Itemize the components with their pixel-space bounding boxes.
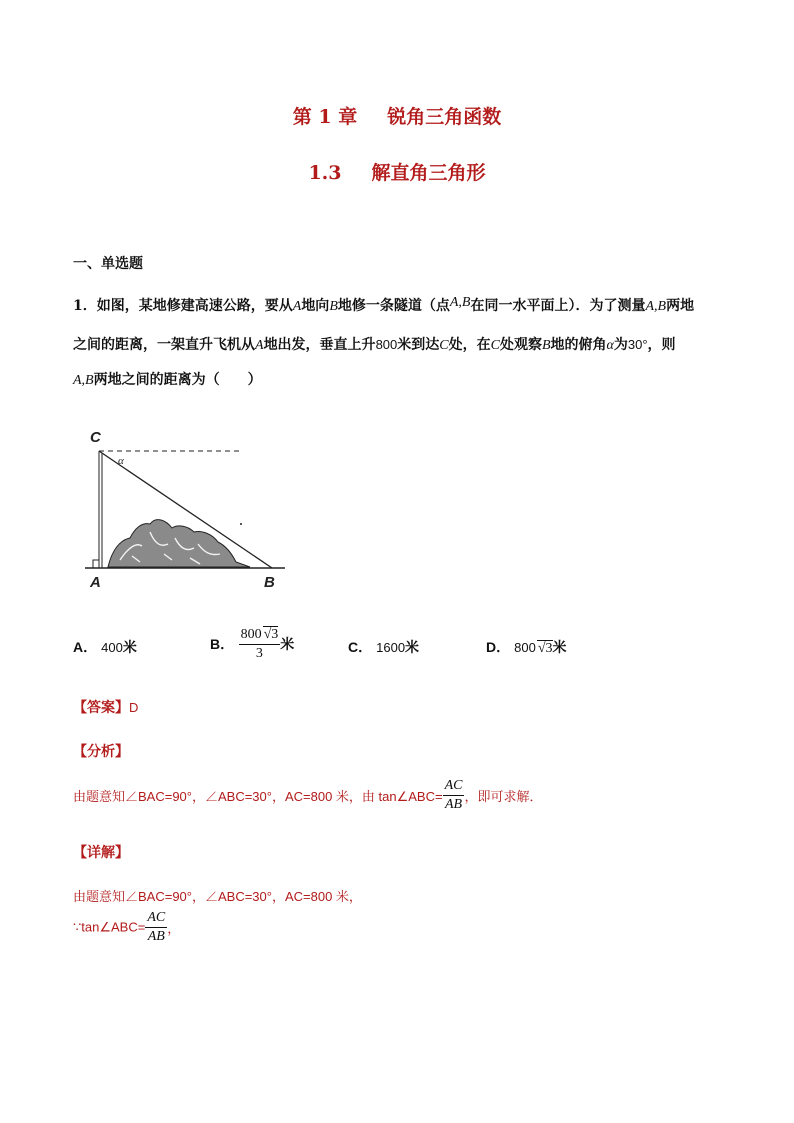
option-d-sqrt-value: 3: [545, 641, 553, 656]
q-text: 两地: [666, 298, 695, 314]
detail-line-2: [73, 910, 180, 945]
point-c: C: [439, 338, 449, 353]
q-text: 地向: [301, 298, 330, 314]
alpha-symbol: α: [606, 338, 614, 353]
detail-denominator: AB: [147, 929, 165, 944]
chapter-title: 锐角三角函数: [387, 106, 502, 128]
question-line-3: [73, 370, 262, 391]
label-a: A: [90, 574, 101, 591]
option-c-unit: 米: [405, 639, 420, 655]
q-text: 米到达: [397, 337, 440, 353]
answer-line: [73, 697, 138, 717]
answer-value: D: [129, 700, 139, 715]
analysis-denominator: AB: [444, 797, 463, 812]
point-a: A: [292, 299, 302, 314]
label-b: B: [264, 574, 275, 591]
option-c: [348, 637, 419, 657]
option-d-value: 800: [514, 640, 536, 655]
points-ab: A,B: [645, 299, 667, 314]
points-ab: A,B: [73, 373, 94, 388]
q-text: 两地之间的距离为（ ）: [93, 372, 262, 388]
section-title: 解直角三角形: [371, 162, 486, 184]
points-ab: A,B: [449, 295, 471, 310]
chapter-heading: [0, 102, 794, 129]
detail-fraction: [145, 910, 167, 945]
option-d: D． 800 √3米: [486, 639, 567, 656]
option-d-label: D．: [486, 639, 511, 655]
q-text: 如图，某地修建高速公路，要从: [96, 298, 293, 314]
detail-line-1: 由题意知∠BAC=90°，∠ABC=30°，AC=800 米，: [73, 889, 362, 904]
option-b-label: B．: [210, 636, 235, 652]
q-text: 地的俯角: [550, 337, 607, 353]
question-number: 1．: [73, 298, 97, 314]
label-c: C: [90, 429, 101, 446]
option-b-sqrt-value: 3: [271, 627, 279, 642]
section-number: 1.3: [308, 162, 342, 184]
analysis-text-a: 由题意知∠BAC=90°，∠ABC=30°，AC=800 米，由 tan∠ABC=: [73, 789, 443, 804]
analysis-numerator: AC: [444, 778, 463, 793]
option-a-unit: 米: [122, 639, 137, 655]
detail-numerator: AC: [147, 910, 166, 925]
option-d-unit: 米: [552, 639, 567, 655]
q-text: 之间的距离，一架直升飞机从: [73, 337, 255, 353]
option-b-denominator: 3: [255, 646, 263, 661]
dot-mark: [240, 523, 242, 525]
question-line-2: [73, 335, 676, 356]
option-b-fraction: $\frac{800 √3}{3}$: [240, 627, 279, 661]
analysis-label: 【分析】: [73, 744, 129, 760]
question-line-1: [73, 296, 694, 317]
q-text: 地修一条隧道（点: [337, 298, 450, 314]
q-text: 处，在: [448, 337, 491, 353]
option-a-label: A．: [73, 639, 98, 655]
chapter-number: 第 1 章: [292, 106, 358, 128]
analysis-fraction: [443, 778, 465, 813]
point-c: C: [490, 338, 500, 353]
option-c-value: 1600: [376, 640, 406, 655]
option-b-numerator: 800: [240, 627, 262, 642]
detail-text-b: ，: [167, 921, 181, 936]
option-b: [210, 626, 294, 662]
q-text: 处观察: [499, 337, 542, 353]
question-type-heading: 一、单选题: [73, 256, 143, 272]
detail-text-a: ∵tan∠ABC=: [73, 919, 146, 935]
option-b-unit: 米: [280, 637, 295, 653]
q-text: ，则: [647, 337, 676, 353]
label-alpha: α: [118, 455, 124, 467]
angle-value: 30°: [627, 337, 648, 352]
option-a: [73, 637, 137, 657]
q-text: 在同一水平面上）．为了测量: [470, 298, 646, 314]
q-text: 为: [613, 337, 628, 353]
point-b: B: [329, 299, 338, 314]
detail-label: 【详解】: [73, 845, 129, 861]
answer-label: 【答案】: [73, 700, 129, 716]
right-angle-mark: [93, 560, 99, 568]
q-text: 地出发，垂直上升: [263, 337, 376, 353]
point-b: B: [541, 338, 551, 353]
height-value: 800: [375, 337, 398, 352]
analysis-text-b: ，即可求解．: [464, 789, 543, 804]
triangle-figure: [80, 420, 300, 595]
point-a: A: [255, 338, 264, 353]
option-c-label: C．: [348, 639, 373, 655]
section-heading: [0, 158, 794, 185]
option-a-value: 400: [101, 640, 123, 655]
analysis-text: [73, 778, 542, 813]
